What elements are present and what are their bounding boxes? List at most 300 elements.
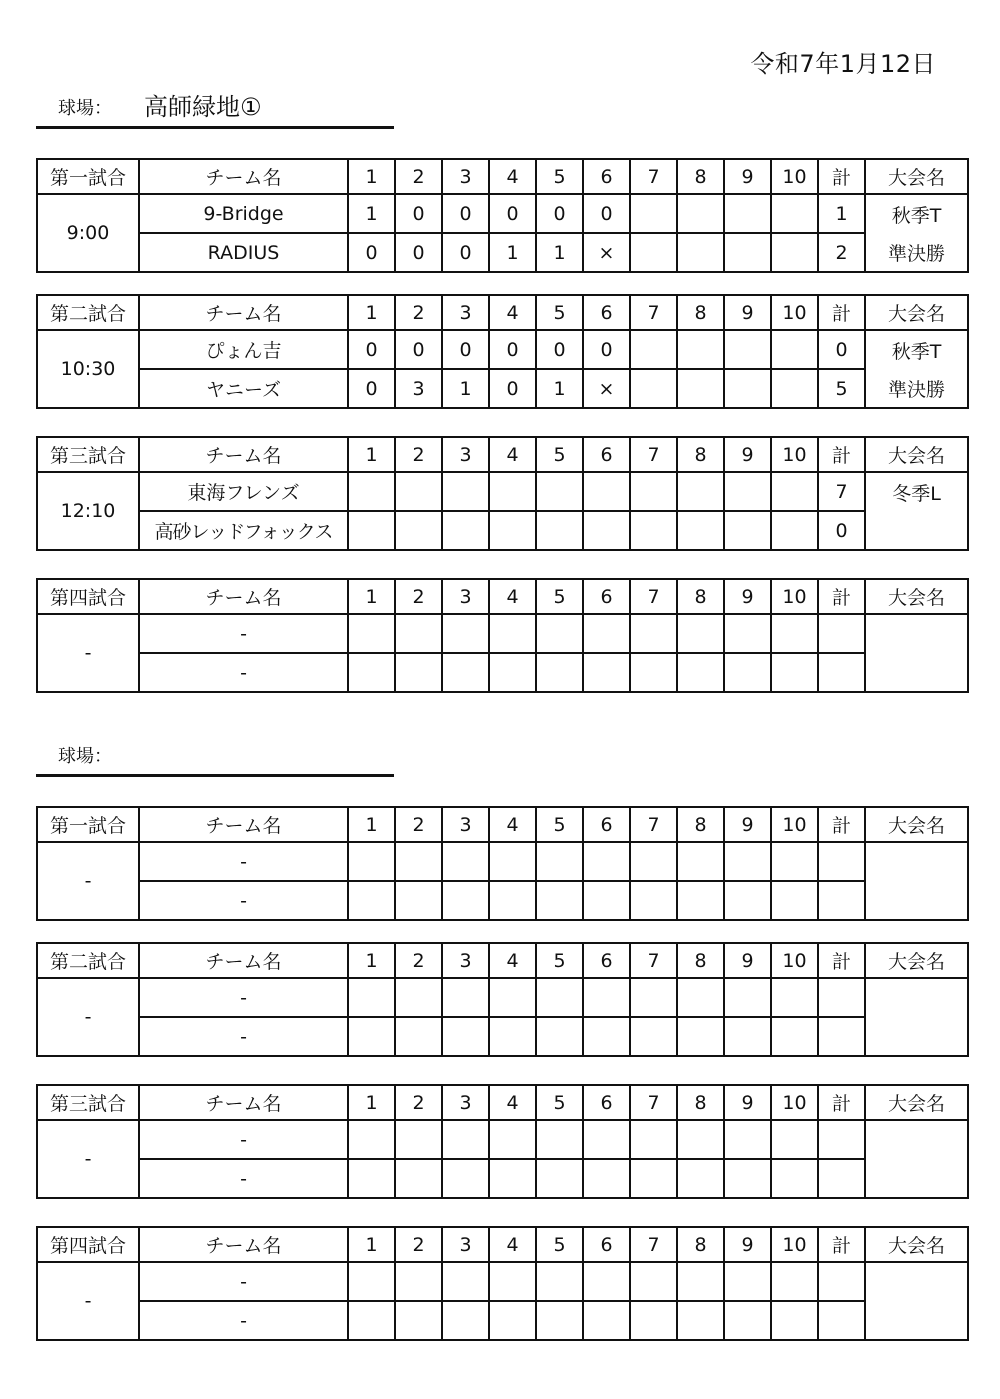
inning-header: 8 <box>677 159 724 194</box>
inning-header: 4 <box>489 943 536 978</box>
inning-score <box>583 842 630 881</box>
inning-score <box>724 330 771 369</box>
tournament-name: 冬季L <box>865 472 968 550</box>
inning-score <box>536 978 583 1017</box>
team-row <box>37 1262 968 1301</box>
inning-score <box>677 1159 724 1198</box>
inning-score <box>536 1017 583 1056</box>
inning-header: 7 <box>630 943 677 978</box>
inning-header: 9 <box>724 943 771 978</box>
total-score <box>818 978 865 1017</box>
game-time: - <box>37 842 139 920</box>
game-time: 10:30 <box>37 330 139 408</box>
inning-header: 4 <box>489 579 536 614</box>
inning-header: 5 <box>536 437 583 472</box>
inning-score <box>442 1017 489 1056</box>
inning-header: 2 <box>395 1227 442 1262</box>
total-header: 計 <box>818 807 865 842</box>
inning-score <box>395 978 442 1017</box>
game-table <box>36 942 969 1057</box>
inning-header: 3 <box>442 807 489 842</box>
team-name-header: チーム名 <box>139 437 348 472</box>
total-score <box>818 1017 865 1056</box>
game-label: 第二試合 <box>37 943 139 978</box>
venue-header <box>36 92 394 129</box>
inning-score <box>348 1262 395 1301</box>
team-name: - <box>139 978 348 1017</box>
inning-score <box>395 614 442 653</box>
total-score: 1 <box>818 194 865 233</box>
tournament-header: 大会名 <box>865 579 968 614</box>
inning-score <box>677 194 724 233</box>
team-row <box>37 1301 968 1340</box>
inning-score <box>771 614 818 653</box>
total-score <box>818 653 865 692</box>
team-name-header: チーム名 <box>139 1085 348 1120</box>
inning-score <box>536 842 583 881</box>
inning-score: 1 <box>489 233 536 272</box>
inning-score: 3 <box>395 369 442 408</box>
inning-score <box>583 1262 630 1301</box>
inning-score <box>489 614 536 653</box>
inning-score <box>395 511 442 550</box>
inning-score <box>489 653 536 692</box>
team-row <box>37 1159 968 1198</box>
inning-score <box>395 1120 442 1159</box>
inning-score <box>630 1120 677 1159</box>
inning-score <box>583 1120 630 1159</box>
inning-score: 0 <box>348 233 395 272</box>
inning-score <box>442 614 489 653</box>
inning-score: 0 <box>348 369 395 408</box>
inning-header: 6 <box>583 295 630 330</box>
game-label: 第三試合 <box>37 1085 139 1120</box>
team-name: - <box>139 881 348 920</box>
inning-score <box>677 511 724 550</box>
inning-header: 6 <box>583 437 630 472</box>
inning-score <box>442 511 489 550</box>
inning-score <box>771 369 818 408</box>
team-row <box>37 233 968 272</box>
inning-score <box>724 472 771 511</box>
inning-header: 4 <box>489 159 536 194</box>
inning-score: 1 <box>442 369 489 408</box>
inning-header: 1 <box>348 807 395 842</box>
venue-name: 高師緑地① <box>144 93 262 121</box>
inning-score <box>348 653 395 692</box>
game-label: 第四試合 <box>37 1227 139 1262</box>
inning-score <box>348 842 395 881</box>
inning-score <box>771 1301 818 1340</box>
game-time: - <box>37 1120 139 1198</box>
inning-header: 3 <box>442 579 489 614</box>
inning-header: 8 <box>677 1227 724 1262</box>
inning-header: 10 <box>771 295 818 330</box>
inning-score <box>677 233 724 272</box>
team-name-header: チーム名 <box>139 943 348 978</box>
inning-score <box>677 369 724 408</box>
team-name: ぴょん吉 <box>139 330 348 369</box>
inning-header: 4 <box>489 1085 536 1120</box>
inning-header: 5 <box>536 159 583 194</box>
team-name: - <box>139 1262 348 1301</box>
inning-header: 4 <box>489 807 536 842</box>
team-row <box>37 194 968 233</box>
inning-score <box>348 614 395 653</box>
inning-score <box>677 1017 724 1056</box>
inning-score <box>724 233 771 272</box>
inning-score <box>536 614 583 653</box>
inning-header: 10 <box>771 943 818 978</box>
header-row <box>37 807 968 842</box>
inning-score: 0 <box>442 194 489 233</box>
inning-score: 0 <box>489 330 536 369</box>
inning-header: 1 <box>348 437 395 472</box>
inning-score <box>442 1120 489 1159</box>
inning-score <box>630 1159 677 1198</box>
inning-score <box>536 881 583 920</box>
inning-score <box>677 614 724 653</box>
inning-score <box>630 653 677 692</box>
inning-header: 10 <box>771 437 818 472</box>
tournament-header: 大会名 <box>865 1227 968 1262</box>
inning-score <box>630 194 677 233</box>
team-name: RADIUS <box>139 233 348 272</box>
inning-header: 8 <box>677 943 724 978</box>
team-row <box>37 881 968 920</box>
total-score <box>818 1301 865 1340</box>
total-score <box>818 842 865 881</box>
inning-header: 3 <box>442 159 489 194</box>
inning-score <box>442 842 489 881</box>
inning-header: 9 <box>724 437 771 472</box>
inning-score <box>677 472 724 511</box>
venue-label: 球場： <box>58 98 112 119</box>
inning-header: 5 <box>536 1085 583 1120</box>
tournament-header: 大会名 <box>865 295 968 330</box>
inning-header: 8 <box>677 1085 724 1120</box>
team-name: 東海フレンズ <box>139 472 348 511</box>
team-row <box>37 511 968 550</box>
inning-header: 2 <box>395 943 442 978</box>
inning-score <box>724 1262 771 1301</box>
team-name: 9-Bridge <box>139 194 348 233</box>
inning-score <box>724 881 771 920</box>
inning-score: 0 <box>536 330 583 369</box>
tournament-name <box>865 614 968 692</box>
inning-score: 0 <box>395 233 442 272</box>
inning-score <box>771 1120 818 1159</box>
inning-header: 3 <box>442 295 489 330</box>
team-name: - <box>139 1301 348 1340</box>
inning-header: 1 <box>348 579 395 614</box>
inning-score <box>348 511 395 550</box>
inning-score <box>677 653 724 692</box>
inning-header: 2 <box>395 1085 442 1120</box>
inning-score <box>442 1159 489 1198</box>
inning-score <box>771 1017 818 1056</box>
inning-score <box>583 881 630 920</box>
inning-header: 7 <box>630 437 677 472</box>
inning-score <box>489 842 536 881</box>
total-score <box>818 1159 865 1198</box>
inning-header: 9 <box>724 295 771 330</box>
team-row <box>37 369 968 408</box>
inning-header: 7 <box>630 807 677 842</box>
inning-score <box>348 472 395 511</box>
inning-score <box>630 1017 677 1056</box>
team-row <box>37 472 968 511</box>
inning-header: 3 <box>442 437 489 472</box>
inning-header: 10 <box>771 1227 818 1262</box>
team-name: ヤニーズ <box>139 369 348 408</box>
tournament-round: 準決勝 <box>865 369 968 408</box>
game-label: 第一試合 <box>37 807 139 842</box>
venue-header <box>36 740 394 777</box>
tournament-header: 大会名 <box>865 807 968 842</box>
team-row <box>37 653 968 692</box>
game-table <box>36 1084 969 1199</box>
inning-header: 8 <box>677 437 724 472</box>
inning-header: 6 <box>583 943 630 978</box>
inning-score <box>583 653 630 692</box>
inning-score <box>677 978 724 1017</box>
inning-score <box>348 1120 395 1159</box>
game-time: - <box>37 1262 139 1340</box>
tournament-round: 準決勝 <box>865 233 968 272</box>
inning-score <box>724 1301 771 1340</box>
inning-score <box>724 1120 771 1159</box>
game-label: 第四試合 <box>37 579 139 614</box>
inning-score: 0 <box>489 369 536 408</box>
inning-header: 8 <box>677 807 724 842</box>
tournament-name: 秋季T <box>865 194 968 233</box>
venue-label: 球場： <box>58 746 112 767</box>
inning-header: 1 <box>348 295 395 330</box>
inning-score <box>724 1017 771 1056</box>
game-label: 第二試合 <box>37 295 139 330</box>
header-row <box>37 1227 968 1262</box>
team-name-header: チーム名 <box>139 807 348 842</box>
team-row <box>37 1017 968 1056</box>
header-row <box>37 579 968 614</box>
inning-header: 6 <box>583 159 630 194</box>
inning-score <box>442 881 489 920</box>
inning-score: 1 <box>348 194 395 233</box>
inning-score <box>724 511 771 550</box>
inning-header: 5 <box>536 579 583 614</box>
inning-score <box>677 842 724 881</box>
inning-score <box>771 1262 818 1301</box>
team-name-header: チーム名 <box>139 159 348 194</box>
team-name: - <box>139 614 348 653</box>
inning-header: 6 <box>583 579 630 614</box>
inning-header: 7 <box>630 1085 677 1120</box>
total-header: 計 <box>818 579 865 614</box>
inning-score <box>630 614 677 653</box>
tournament-header: 大会名 <box>865 437 968 472</box>
inning-score <box>536 1301 583 1340</box>
inning-score <box>442 472 489 511</box>
total-score: 2 <box>818 233 865 272</box>
inning-score <box>630 511 677 550</box>
tournament-name <box>865 1120 968 1198</box>
inning-score <box>630 472 677 511</box>
team-name: - <box>139 1159 348 1198</box>
game-table <box>36 294 969 409</box>
game-table <box>36 806 969 921</box>
inning-score <box>442 978 489 1017</box>
inning-score <box>536 472 583 511</box>
total-header: 計 <box>818 1085 865 1120</box>
game-time: 12:10 <box>37 472 139 550</box>
inning-header: 7 <box>630 295 677 330</box>
inning-score <box>583 978 630 1017</box>
inning-score <box>536 653 583 692</box>
inning-score <box>489 1120 536 1159</box>
inning-score: 0 <box>489 194 536 233</box>
inning-header: 1 <box>348 943 395 978</box>
inning-score <box>630 369 677 408</box>
inning-score <box>630 881 677 920</box>
inning-score <box>630 978 677 1017</box>
tournament-name <box>865 1262 968 1340</box>
inning-score <box>583 1017 630 1056</box>
inning-score <box>395 842 442 881</box>
inning-score <box>395 881 442 920</box>
inning-score <box>395 653 442 692</box>
team-row <box>37 978 968 1017</box>
team-name-header: チーム名 <box>139 1227 348 1262</box>
header-row <box>37 1085 968 1120</box>
inning-header: 10 <box>771 807 818 842</box>
inning-score <box>724 653 771 692</box>
inning-score: 0 <box>442 233 489 272</box>
inning-score: 0 <box>442 330 489 369</box>
inning-score <box>771 978 818 1017</box>
inning-score <box>630 1301 677 1340</box>
inning-score <box>489 1262 536 1301</box>
team-name: - <box>139 653 348 692</box>
total-header: 計 <box>818 943 865 978</box>
inning-score <box>630 330 677 369</box>
inning-score <box>583 1301 630 1340</box>
inning-header: 2 <box>395 295 442 330</box>
inning-score: 0 <box>583 330 630 369</box>
inning-score <box>630 233 677 272</box>
inning-header: 5 <box>536 943 583 978</box>
team-row <box>37 614 968 653</box>
inning-score <box>536 1262 583 1301</box>
total-header: 計 <box>818 295 865 330</box>
total-score: 0 <box>818 511 865 550</box>
game-table <box>36 436 969 551</box>
total-score: 7 <box>818 472 865 511</box>
game-time: 9:00 <box>37 194 139 272</box>
inning-score <box>489 511 536 550</box>
total-header: 計 <box>818 437 865 472</box>
total-score <box>818 881 865 920</box>
total-score <box>818 1120 865 1159</box>
inning-score: × <box>583 369 630 408</box>
inning-score <box>677 1120 724 1159</box>
inning-score <box>771 881 818 920</box>
inning-header: 4 <box>489 295 536 330</box>
inning-header: 7 <box>630 1227 677 1262</box>
inning-score: 0 <box>395 330 442 369</box>
inning-score <box>771 511 818 550</box>
game-table <box>36 158 969 273</box>
header-row <box>37 159 968 194</box>
inning-header: 10 <box>771 1085 818 1120</box>
inning-score <box>348 881 395 920</box>
inning-score <box>771 842 818 881</box>
inning-score <box>677 881 724 920</box>
inning-header: 4 <box>489 1227 536 1262</box>
inning-score <box>724 614 771 653</box>
inning-score <box>583 472 630 511</box>
tournament-name: 秋季T <box>865 330 968 369</box>
tournament-header: 大会名 <box>865 159 968 194</box>
inning-score <box>677 330 724 369</box>
total-score <box>818 1262 865 1301</box>
inning-score <box>677 1262 724 1301</box>
game-table <box>36 1226 969 1341</box>
inning-score: 1 <box>536 233 583 272</box>
inning-score <box>583 511 630 550</box>
inning-score <box>771 472 818 511</box>
inning-score <box>442 1301 489 1340</box>
game-time: - <box>37 614 139 692</box>
inning-score <box>771 233 818 272</box>
inning-score <box>771 653 818 692</box>
inning-score <box>771 1159 818 1198</box>
inning-score: 0 <box>536 194 583 233</box>
inning-score <box>348 1301 395 1340</box>
inning-header: 8 <box>677 295 724 330</box>
inning-score <box>536 1159 583 1198</box>
header-row <box>37 943 968 978</box>
inning-header: 10 <box>771 159 818 194</box>
total-score: 0 <box>818 330 865 369</box>
team-name: - <box>139 1120 348 1159</box>
header-row <box>37 437 968 472</box>
inning-score: 0 <box>395 194 442 233</box>
document-date: 令和7年1月12日 <box>750 50 936 78</box>
team-row <box>37 330 968 369</box>
game-table <box>36 578 969 693</box>
inning-score <box>724 194 771 233</box>
inning-header: 7 <box>630 579 677 614</box>
inning-score <box>536 511 583 550</box>
inning-header: 2 <box>395 579 442 614</box>
inning-header: 1 <box>348 159 395 194</box>
inning-score <box>395 1262 442 1301</box>
team-row <box>37 842 968 881</box>
inning-score <box>395 472 442 511</box>
total-header: 計 <box>818 1227 865 1262</box>
inning-header: 8 <box>677 579 724 614</box>
inning-score: 0 <box>583 194 630 233</box>
inning-header: 5 <box>536 807 583 842</box>
inning-score <box>348 978 395 1017</box>
inning-score <box>348 1017 395 1056</box>
tournament-header: 大会名 <box>865 943 968 978</box>
inning-score <box>583 614 630 653</box>
inning-score <box>771 194 818 233</box>
total-score <box>818 614 865 653</box>
inning-header: 6 <box>583 807 630 842</box>
